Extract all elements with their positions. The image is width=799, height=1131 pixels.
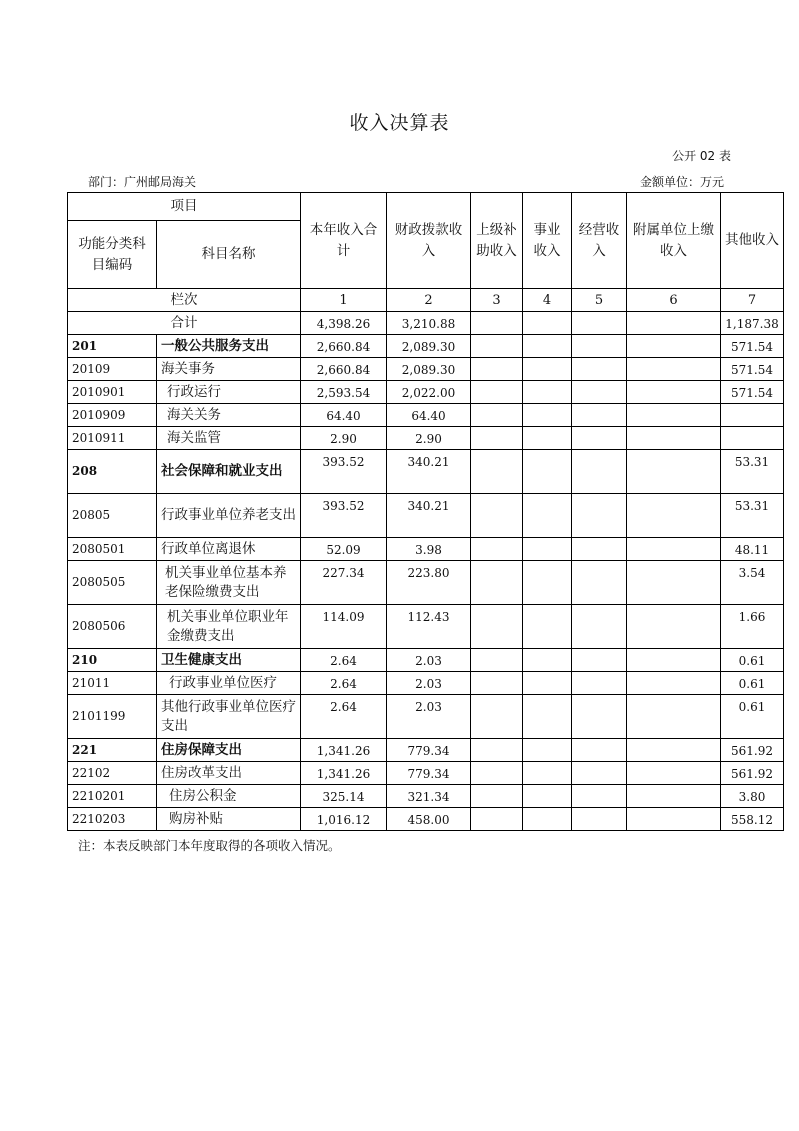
row-name: 住房公积金 (157, 785, 301, 808)
table-row (68, 649, 784, 672)
cell-value (471, 739, 523, 762)
cell-value (523, 381, 572, 404)
row-name: 住房改革支出 (157, 762, 301, 785)
row-code: 208 (68, 450, 157, 494)
cell-value (572, 358, 627, 381)
col-num: 2 (387, 289, 471, 312)
cell-value (572, 335, 627, 358)
row-code: 21011 (68, 672, 157, 695)
cell-value (572, 649, 627, 672)
cell-value: 340.21 (387, 450, 471, 494)
cell-value: 561.92 (721, 739, 784, 762)
header-business: 事业收入 (523, 193, 572, 289)
cell-value (572, 808, 627, 831)
cell-value: 393.52 (301, 494, 387, 538)
cell-value: 2,660.84 (301, 358, 387, 381)
cell-value (471, 762, 523, 785)
cell-value (572, 695, 627, 739)
cell-value: 393.52 (301, 450, 387, 494)
total-row (68, 312, 784, 335)
cell-value (523, 605, 572, 649)
cell-value: 114.09 (301, 605, 387, 649)
cell-value (523, 358, 572, 381)
cell-value (471, 672, 523, 695)
cell-value: 2.64 (301, 695, 387, 739)
cell-value: 2,022.00 (387, 381, 471, 404)
cell-value: 2.90 (301, 427, 387, 450)
row-code: 2080501 (68, 538, 157, 561)
row-code: 2101199 (68, 695, 157, 739)
cell-value (627, 739, 721, 762)
cell-value (523, 785, 572, 808)
row-code: 2080505 (68, 561, 157, 605)
col-num: 1 (301, 289, 387, 312)
cell-value (572, 605, 627, 649)
cell-value (627, 427, 721, 450)
col-num: 7 (721, 289, 784, 312)
row-code: 2210203 (68, 808, 157, 831)
cell-value (471, 808, 523, 831)
total-label: 合计 (68, 312, 301, 335)
cell-value: 53.31 (721, 450, 784, 494)
row-name: 卫生健康支出 (157, 649, 301, 672)
table-row (68, 785, 784, 808)
cell-value: 2,593.54 (301, 381, 387, 404)
cell-value (572, 785, 627, 808)
row-code: 2010911 (68, 427, 157, 450)
cell-value (471, 427, 523, 450)
cell-value: 2.03 (387, 672, 471, 695)
cell-value: 0.61 (721, 672, 784, 695)
table-row (68, 739, 784, 762)
cell-value (627, 762, 721, 785)
row-name: 海关监管 (157, 427, 301, 450)
cell-value (471, 605, 523, 649)
cell-value (523, 494, 572, 538)
table-row (68, 672, 784, 695)
cell-value: 458.00 (387, 808, 471, 831)
cell-value (627, 808, 721, 831)
row-name: 其他行政事业单位医疗支出 (157, 695, 301, 739)
department-label: 部门：广州邮局海关 (88, 175, 197, 189)
cell-value (627, 381, 721, 404)
cell-value (627, 785, 721, 808)
table-row (68, 538, 784, 561)
row-code: 2080506 (68, 605, 157, 649)
table-row (68, 605, 784, 649)
cell-value (523, 739, 572, 762)
cell-value (572, 404, 627, 427)
cell-value (471, 695, 523, 739)
header-superior: 上级补助收入 (471, 193, 523, 289)
cell-value (471, 785, 523, 808)
header-other: 其他收入 (721, 193, 784, 289)
cell-value (572, 427, 627, 450)
table-row (68, 450, 784, 494)
cell-value (471, 494, 523, 538)
table-row (68, 695, 784, 739)
cell-value (471, 358, 523, 381)
cell-value (523, 561, 572, 605)
table-row (68, 404, 784, 427)
table-row (68, 494, 784, 538)
cell-value (471, 561, 523, 605)
cell-value: 0.61 (721, 649, 784, 672)
table-row (68, 762, 784, 785)
cell-value (523, 695, 572, 739)
row-name: 海关事务 (157, 358, 301, 381)
cell-value (627, 450, 721, 494)
cell-value: 1,187.38 (721, 312, 784, 335)
cell-value: 340.21 (387, 494, 471, 538)
cell-value (523, 672, 572, 695)
col-num: 6 (627, 289, 721, 312)
row-code: 2010901 (68, 381, 157, 404)
table-row (68, 427, 784, 450)
col-num: 3 (471, 289, 523, 312)
cell-value (721, 404, 784, 427)
cell-value (471, 312, 523, 335)
cell-value (627, 605, 721, 649)
cell-value: 571.54 (721, 358, 784, 381)
row-name: 行政单位离退休 (157, 538, 301, 561)
cell-value: 779.34 (387, 739, 471, 762)
header-operating: 经营收入 (572, 193, 627, 289)
cell-value: 64.40 (301, 404, 387, 427)
cell-value (523, 762, 572, 785)
cell-value: 223.80 (387, 561, 471, 605)
cell-value (572, 739, 627, 762)
cell-value: 3,210.88 (387, 312, 471, 335)
cell-value: 3.98 (387, 538, 471, 561)
cell-value (572, 381, 627, 404)
cell-value (627, 649, 721, 672)
row-code: 201 (68, 335, 157, 358)
cell-value (523, 649, 572, 672)
cell-value: 571.54 (721, 381, 784, 404)
cell-value (471, 450, 523, 494)
row-name: 行政事业单位医疗 (157, 672, 301, 695)
cell-value (627, 538, 721, 561)
table-row (68, 358, 784, 381)
cell-value: 112.43 (387, 605, 471, 649)
income-table (67, 192, 784, 831)
cell-value: 0.61 (721, 695, 784, 739)
cell-value: 321.34 (387, 785, 471, 808)
header-item: 项目 (68, 193, 301, 221)
cell-value: 1.66 (721, 605, 784, 649)
cell-value: 2.03 (387, 695, 471, 739)
cell-value (471, 335, 523, 358)
cell-value (627, 494, 721, 538)
form-number: 公开 02 表 (672, 149, 731, 163)
row-name: 购房补贴 (157, 808, 301, 831)
cell-value (523, 427, 572, 450)
col-num: 5 (572, 289, 627, 312)
cell-value (721, 427, 784, 450)
cell-value (572, 672, 627, 695)
cell-value: 4,398.26 (301, 312, 387, 335)
row-name: 机关事业单位职业年金缴费支出 (157, 605, 301, 649)
row-name: 行政事业单位养老支出 (157, 494, 301, 538)
cell-value: 2,660.84 (301, 335, 387, 358)
unit-label: 金额单位：万元 (640, 175, 725, 189)
cell-value: 571.54 (721, 335, 784, 358)
column-index-label: 栏次 (68, 289, 301, 312)
cell-value (471, 381, 523, 404)
cell-value: 558.12 (721, 808, 784, 831)
cell-value (523, 808, 572, 831)
table-note: 注：本表反映部门本年度取得的各项收入情况。 (78, 838, 341, 853)
cell-value (572, 312, 627, 335)
cell-value: 1,341.26 (301, 762, 387, 785)
cell-value (523, 312, 572, 335)
cell-value (572, 538, 627, 561)
table-row (68, 561, 784, 605)
row-name: 行政运行 (157, 381, 301, 404)
row-name: 社会保障和就业支出 (157, 450, 301, 494)
row-code: 20109 (68, 358, 157, 381)
cell-value: 325.14 (301, 785, 387, 808)
cell-value: 3.54 (721, 561, 784, 605)
row-code: 2210201 (68, 785, 157, 808)
cell-value: 53.31 (721, 494, 784, 538)
cell-value: 64.40 (387, 404, 471, 427)
row-code: 20805 (68, 494, 157, 538)
cell-value: 227.34 (301, 561, 387, 605)
cell-value: 561.92 (721, 762, 784, 785)
row-name: 机关事业单位基本养老保险缴费支出 (157, 561, 301, 605)
cell-value (572, 494, 627, 538)
cell-value: 2.64 (301, 672, 387, 695)
cell-value (627, 672, 721, 695)
header-total-income: 本年收入合计 (301, 193, 387, 289)
row-code: 221 (68, 739, 157, 762)
cell-value: 2.03 (387, 649, 471, 672)
cell-value (471, 538, 523, 561)
header-fiscal: 财政拨款收入 (387, 193, 471, 289)
cell-value (627, 404, 721, 427)
cell-value (627, 358, 721, 381)
cell-value (627, 312, 721, 335)
cell-value (627, 561, 721, 605)
row-name: 住房保障支出 (157, 739, 301, 762)
row-name: 海关关务 (157, 404, 301, 427)
cell-value (523, 538, 572, 561)
cell-value (572, 450, 627, 494)
header-affiliated: 附属单位上缴收入 (627, 193, 721, 289)
cell-value: 48.11 (721, 538, 784, 561)
header-func-code: 功能分类科目编码 (68, 221, 157, 289)
row-code: 22102 (68, 762, 157, 785)
header-subject-name: 科目名称 (157, 221, 301, 289)
row-code: 210 (68, 649, 157, 672)
cell-value (523, 450, 572, 494)
table-row (68, 381, 784, 404)
cell-value (471, 649, 523, 672)
page-title: 收入决算表 (349, 112, 450, 134)
cell-value: 1,016.12 (301, 808, 387, 831)
cell-value: 3.80 (721, 785, 784, 808)
cell-value (627, 695, 721, 739)
cell-value: 52.09 (301, 538, 387, 561)
table-row (68, 808, 784, 831)
cell-value (523, 404, 572, 427)
cell-value: 2.64 (301, 649, 387, 672)
cell-value: 2,089.30 (387, 335, 471, 358)
cell-value: 779.34 (387, 762, 471, 785)
table-row (68, 335, 784, 358)
col-num: 4 (523, 289, 572, 312)
cell-value: 2.90 (387, 427, 471, 450)
cell-value: 2,089.30 (387, 358, 471, 381)
row-code: 2010909 (68, 404, 157, 427)
cell-value (523, 335, 572, 358)
cell-value (471, 404, 523, 427)
cell-value (627, 335, 721, 358)
row-name: 一般公共服务支出 (157, 335, 301, 358)
cell-value: 1,341.26 (301, 739, 387, 762)
cell-value (572, 762, 627, 785)
cell-value (572, 561, 627, 605)
